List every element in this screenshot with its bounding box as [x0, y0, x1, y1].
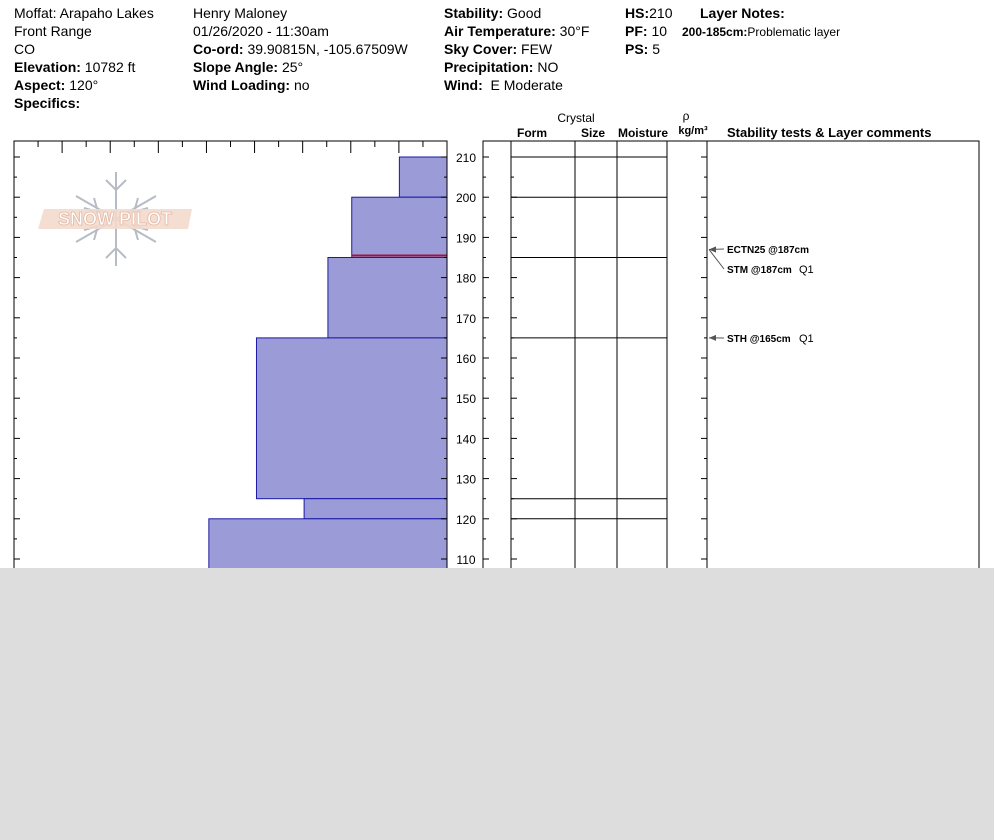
layer-note-range: 200-185cm: [682, 25, 748, 39]
hardness-bar [399, 157, 447, 197]
slope-label: Slope Angle: [193, 59, 279, 75]
state: CO [14, 41, 35, 57]
layers-frame [483, 141, 979, 568]
form-heading: Form [517, 126, 547, 140]
sky-label: Sky Cover: [444, 41, 518, 57]
test-label: ECTN25 @187cm [727, 245, 810, 256]
height-label: 120 [455, 512, 477, 527]
height-label: 150 [455, 392, 477, 407]
height-label: 180 [455, 271, 477, 286]
size-heading: Size [580, 126, 606, 140]
sky-value: FEW [521, 41, 553, 57]
elevation-value: 10782 ft [84, 59, 136, 75]
ps-value: 5 [652, 41, 661, 57]
stability-comments-heading: Stability tests & Layer comments [727, 125, 932, 140]
height-label: 110 [456, 553, 476, 567]
hs-label: HS: [625, 5, 650, 21]
height-label: 170 [455, 311, 477, 326]
hardness-bar [352, 197, 447, 257]
range: Front Range [14, 23, 92, 39]
height-label: 210 [455, 151, 477, 165]
airtemp-value: 30°F [559, 23, 590, 39]
elevation-label: Elevation: [14, 59, 81, 75]
hardness-bar [328, 258, 447, 338]
test-leader-line [709, 249, 724, 269]
location: Moffat: Arapaho Lakes [14, 5, 154, 21]
test-quality: Q1 [799, 264, 814, 276]
test-arrow-icon [709, 335, 716, 341]
datetime: 01/26/2020 - 11:30am [193, 23, 329, 39]
aspect-label: Aspect: [14, 77, 66, 93]
wind-value: E Moderate [490, 77, 563, 93]
windload-label: Wind Loading: [193, 77, 291, 93]
windload-value: no [293, 77, 310, 93]
density-unit-heading: kg/m³ [678, 125, 708, 137]
height-label: 190 [455, 231, 477, 246]
snowpilot-logo [38, 172, 192, 266]
height-label: 200 [455, 191, 477, 206]
height-label: 140 [455, 432, 477, 447]
hs-value: 210 [649, 5, 673, 21]
logo-text: SNOW PILOT [58, 209, 172, 229]
precip-value: NO [537, 59, 559, 75]
specifics-label: Specifics: [14, 95, 81, 111]
crystal-heading: Crystal [557, 111, 595, 125]
rho-heading: ρ [682, 109, 690, 123]
pf-value: 10 [651, 23, 668, 39]
height-label: 130 [455, 472, 477, 487]
wind-label: Wind: [444, 77, 483, 93]
ps-label: PS: [625, 41, 649, 57]
hardness-bar [256, 338, 447, 499]
airtemp-label: Air Temperature: [444, 23, 556, 39]
test-quality: Q1 [799, 333, 814, 345]
test-label: STH @165cm [727, 334, 791, 345]
coord-label: Co-ord: [193, 41, 244, 57]
stability-label: Stability: [444, 5, 504, 21]
layer-note-text: Problematic layer [747, 25, 841, 39]
layer-notes-heading: Layer Notes: [700, 5, 785, 21]
pf-label: PF: [625, 23, 648, 39]
height-label: 160 [455, 352, 477, 366]
test-label: STM @187cm [727, 265, 792, 276]
moisture-heading: Moisture [617, 126, 669, 140]
hardness-bar [304, 499, 447, 519]
coord-value: 39.90815N, -105.67509W [247, 41, 408, 57]
observer: Henry Maloney [193, 5, 288, 21]
aspect-value: 120° [69, 77, 99, 93]
slope-value: 25° [281, 59, 304, 75]
stability-value: Good [507, 5, 542, 21]
hardness-bar [209, 519, 447, 568]
precip-label: Precipitation: [444, 59, 534, 75]
